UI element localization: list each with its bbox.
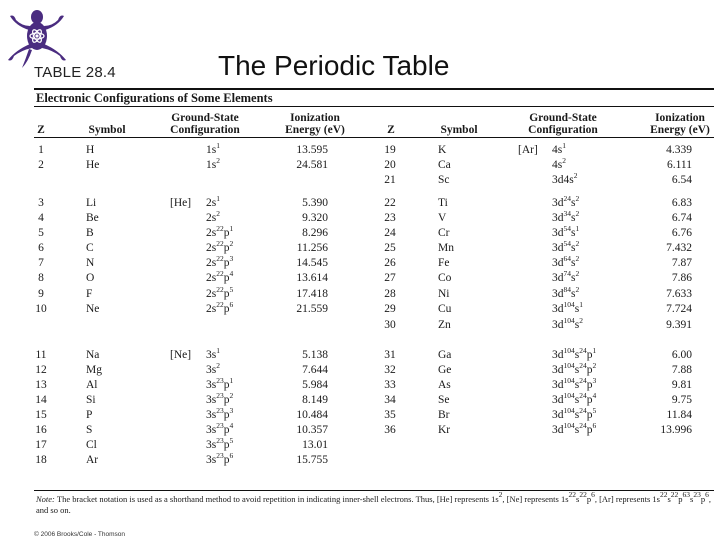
atomic-number: 33 (384, 379, 396, 391)
electron-configuration: $3d^{104}s^{24}p^1$ (552, 346, 597, 361)
ionization-energy: 7.633 (666, 288, 692, 300)
atomic-number: 23 (384, 212, 396, 224)
electron-configuration: $3d^{104}s^{24}p^5$ (552, 406, 597, 421)
atomic-number: 19 (384, 144, 396, 156)
electron-configuration: $1s^2$ (206, 156, 220, 171)
ionization-energy: 13.996 (660, 424, 692, 436)
ionization-energy: 6.111 (666, 159, 692, 171)
element-symbol: Kr (438, 424, 451, 436)
ionization-energy: 17.418 (296, 288, 328, 300)
electron-configuration: $3d^{74}s^2$ (552, 269, 580, 284)
atomic-number: 15 (35, 409, 47, 421)
ionization-energy: 10.484 (296, 409, 328, 421)
header-config-right: Ground-State Configuration (528, 112, 598, 136)
atomic-number: 11 (35, 349, 47, 361)
element-symbol: P (86, 409, 93, 421)
electron-configuration: $3d^{104}s^{24}p^6$ (552, 421, 597, 436)
element-symbol: Ti (438, 197, 448, 209)
electron-configuration: $3d^{84}s^2$ (552, 285, 580, 300)
ionization-energy: 11.256 (296, 242, 328, 254)
element-symbol: C (86, 242, 94, 254)
atomic-number: 17 (35, 439, 47, 451)
atomic-number: 28 (384, 288, 396, 300)
ionization-energy: 5.984 (302, 379, 328, 391)
element-symbol: Ne (86, 303, 100, 315)
electron-configuration: $2s^2$ (206, 209, 220, 224)
atomic-number: 20 (384, 159, 396, 171)
ionization-energy: 7.88 (671, 364, 692, 376)
core-notation: [Ar] (518, 144, 538, 156)
electron-configuration: $3d^{104}s^{24}p^3$ (552, 376, 597, 391)
header-config-left: Ground-State Configuration (170, 112, 240, 136)
electron-configuration: $3d^{104}s^{24}p^2$ (552, 361, 597, 376)
header-z-right: Z (387, 124, 395, 136)
atomic-number: 30 (384, 319, 396, 331)
element-symbol: Mn (438, 242, 454, 254)
atomic-number: 8 (38, 272, 44, 284)
element-symbol: Ar (86, 454, 99, 466)
atomic-number: 27 (384, 272, 396, 284)
atomic-number: 2 (38, 159, 44, 171)
electron-configuration: $2s^{22}p^2$ (206, 239, 234, 254)
atomic-number: 6 (38, 242, 44, 254)
ionization-energy: 24.581 (296, 159, 328, 171)
atomic-number: 12 (35, 364, 47, 376)
element-symbol: Br (438, 409, 450, 421)
table-note (36, 490, 716, 516)
header-rule (34, 137, 714, 138)
atomic-number: 1 (38, 144, 44, 156)
electron-configuration: $3d^{64}s^2$ (552, 254, 580, 269)
atomic-number: 4 (38, 212, 44, 224)
electron-configuration: $3s^{23}p^2$ (206, 391, 234, 406)
electron-configuration: $3s^{23}p^5$ (206, 436, 234, 451)
electron-configuration: $2s^{22}p^1$ (206, 224, 234, 239)
element-symbol: Cu (438, 303, 452, 315)
ionization-energy: 21.559 (296, 303, 328, 315)
ionization-energy: 7.432 (666, 242, 692, 254)
atomic-number: 14 (35, 394, 47, 406)
ionization-energy: 13.01 (302, 439, 328, 451)
note-label: Note: (36, 494, 55, 504)
electron-configuration: $3d^{54}s^2$ (552, 239, 580, 254)
electron-configuration: $3s^2$ (206, 361, 220, 376)
atomic-number: 21 (384, 174, 396, 186)
electron-configuration: $3d^{34}s^2$ (552, 209, 580, 224)
electron-configuration: $3d4s^2$ (552, 171, 578, 186)
element-symbol: F (86, 288, 93, 300)
element-symbol: He (86, 159, 100, 171)
atomic-number: 9 (38, 288, 44, 300)
element-symbol: Ca (438, 159, 451, 171)
electron-configuration: $3s^{23}p^6$ (206, 451, 234, 466)
ionization-energy: 9.75 (671, 394, 692, 406)
element-symbol: As (438, 379, 451, 391)
element-symbol: S (86, 424, 93, 436)
electron-configuration: $3d^{104}s^1$ (552, 300, 583, 315)
ionization-energy: 6.00 (671, 349, 692, 361)
element-symbol: Se (438, 394, 450, 406)
element-symbol: N (86, 257, 95, 269)
ionization-energy: 11.84 (666, 409, 692, 421)
element-symbol: K (438, 144, 447, 156)
element-symbol: Sc (438, 174, 450, 186)
atomic-number: 10 (35, 303, 47, 315)
ionization-energy: 8.149 (302, 394, 328, 406)
ionization-energy: 5.390 (302, 197, 328, 209)
table-bottom-rule (34, 490, 714, 491)
electron-configuration: $2s^1$ (206, 194, 220, 209)
atomic-number: 31 (384, 349, 396, 361)
header-energy-left: Ionization Energy (eV) (285, 112, 345, 136)
element-symbol: Si (86, 394, 96, 406)
table-label: TABLE 28.4 (34, 64, 116, 81)
ionization-energy: 6.74 (671, 212, 692, 224)
element-symbol: Li (86, 197, 97, 209)
ionization-energy: 9.81 (671, 379, 692, 391)
header-symbol-right: Symbol (440, 124, 478, 136)
electron-configuration: $2s^{22}p^3$ (206, 254, 234, 269)
electron-configuration: $3s^{23}p^3$ (206, 406, 234, 421)
atomic-number: 26 (384, 257, 396, 269)
ionization-energy: 7.86 (671, 272, 692, 284)
element-symbol: Be (86, 212, 99, 224)
element-symbol: Zn (438, 319, 451, 331)
electron-configuration: $2s^{22}p^5$ (206, 285, 234, 300)
atomic-number: 7 (38, 257, 44, 269)
element-symbol: Ge (438, 364, 452, 376)
element-symbol: Mg (86, 364, 102, 376)
atomic-number: 29 (384, 303, 396, 315)
electron-configuration: $3s^{23}p^4$ (206, 421, 234, 436)
atomic-number: 24 (384, 227, 396, 239)
atomic-number: 36 (384, 424, 396, 436)
core-notation: [He] (170, 197, 192, 209)
header-energy-right: Ionization Energy (eV) (650, 112, 710, 136)
electron-configuration: $3d^{104}s^{24}p^4$ (552, 391, 597, 406)
element-symbol: V (438, 212, 447, 224)
ionization-energy: 7.724 (666, 303, 692, 315)
ionization-energy: 6.54 (671, 174, 692, 186)
element-symbol: B (86, 227, 94, 239)
core-notation: [Ne] (170, 349, 192, 361)
electron-configuration: $3s^{23}p^1$ (206, 376, 234, 391)
ionization-energy: 7.87 (671, 257, 692, 269)
ionization-energy: 15.755 (296, 454, 328, 466)
lizard-icon (2, 2, 72, 72)
ionization-energy: 5.138 (302, 349, 328, 361)
electron-configuration: $3d^{24}s^2$ (552, 194, 580, 209)
atomic-number: 35 (384, 409, 396, 421)
element-symbol: O (86, 272, 95, 284)
atomic-number: 3 (38, 197, 44, 209)
ionization-energy: 7.644 (302, 364, 328, 376)
electron-configuration: $4s^1$ (552, 141, 566, 156)
ionization-energy: 6.76 (671, 227, 692, 239)
header-symbol-left: Symbol (88, 124, 126, 136)
element-symbol: Ni (438, 288, 450, 300)
ionization-energy: 4.339 (666, 144, 692, 156)
note-text: The bracket notation is used as a shorthand method to avoid repetition in indicating inner-shell electrons. Thus, [He] represents $1s^2$, [Ne] represents $1s^{22}s^{22}p^6$, [Ar] represents $1s^{22}s^{22}p^{63}s^{23}p^6$, and so on. (36, 490, 711, 515)
element-symbol: Na (86, 349, 100, 361)
table-caption: Electronic Configurations of Some Elements (36, 91, 273, 105)
header-z-left: Z (37, 124, 45, 136)
element-symbol: H (86, 144, 95, 156)
slide-title: The Periodic Table (218, 50, 450, 81)
ionization-energy: 6.83 (671, 197, 692, 209)
ionization-energy: 13.595 (296, 144, 328, 156)
element-symbol: Cr (438, 227, 450, 239)
atomic-number: 32 (384, 364, 396, 376)
ionization-energy: 9.320 (302, 212, 328, 224)
electron-configuration: $4s^2$ (552, 156, 566, 171)
element-symbol: Co (438, 272, 452, 284)
atomic-number: 34 (384, 394, 396, 406)
ionization-energy: 14.545 (296, 257, 328, 269)
table-top-rule (34, 88, 714, 90)
ionization-energy: 10.357 (296, 424, 328, 436)
copyright: © 2006 Brooks/Cole - Thomson (34, 531, 126, 538)
electron-configuration: $2s^{22}p^4$ (206, 269, 234, 284)
atomic-number: 16 (35, 424, 47, 436)
element-symbol: Fe (438, 257, 450, 269)
electron-configuration: $1s^1$ (206, 141, 220, 156)
ionization-energy: 9.391 (666, 319, 692, 331)
atomic-number: 5 (38, 227, 44, 239)
ionization-energy: 13.614 (296, 272, 328, 284)
element-symbol: Cl (86, 439, 97, 451)
ionization-energy: 8.296 (302, 227, 328, 239)
electron-configuration: $2s^{22}p^6$ (206, 300, 234, 315)
electron-configuration: $3s^1$ (206, 346, 220, 361)
element-symbol: Ga (438, 349, 452, 361)
atomic-number: 18 (35, 454, 47, 466)
element-symbol: Al (86, 379, 98, 391)
atomic-number: 22 (384, 197, 396, 209)
electron-configuration: $3d^{104}s^2$ (552, 316, 583, 331)
atomic-number: 25 (384, 242, 396, 254)
atomic-number: 13 (35, 379, 47, 391)
caption-rule (34, 106, 714, 107)
electron-configuration: $3d^{54}s^1$ (552, 224, 580, 239)
